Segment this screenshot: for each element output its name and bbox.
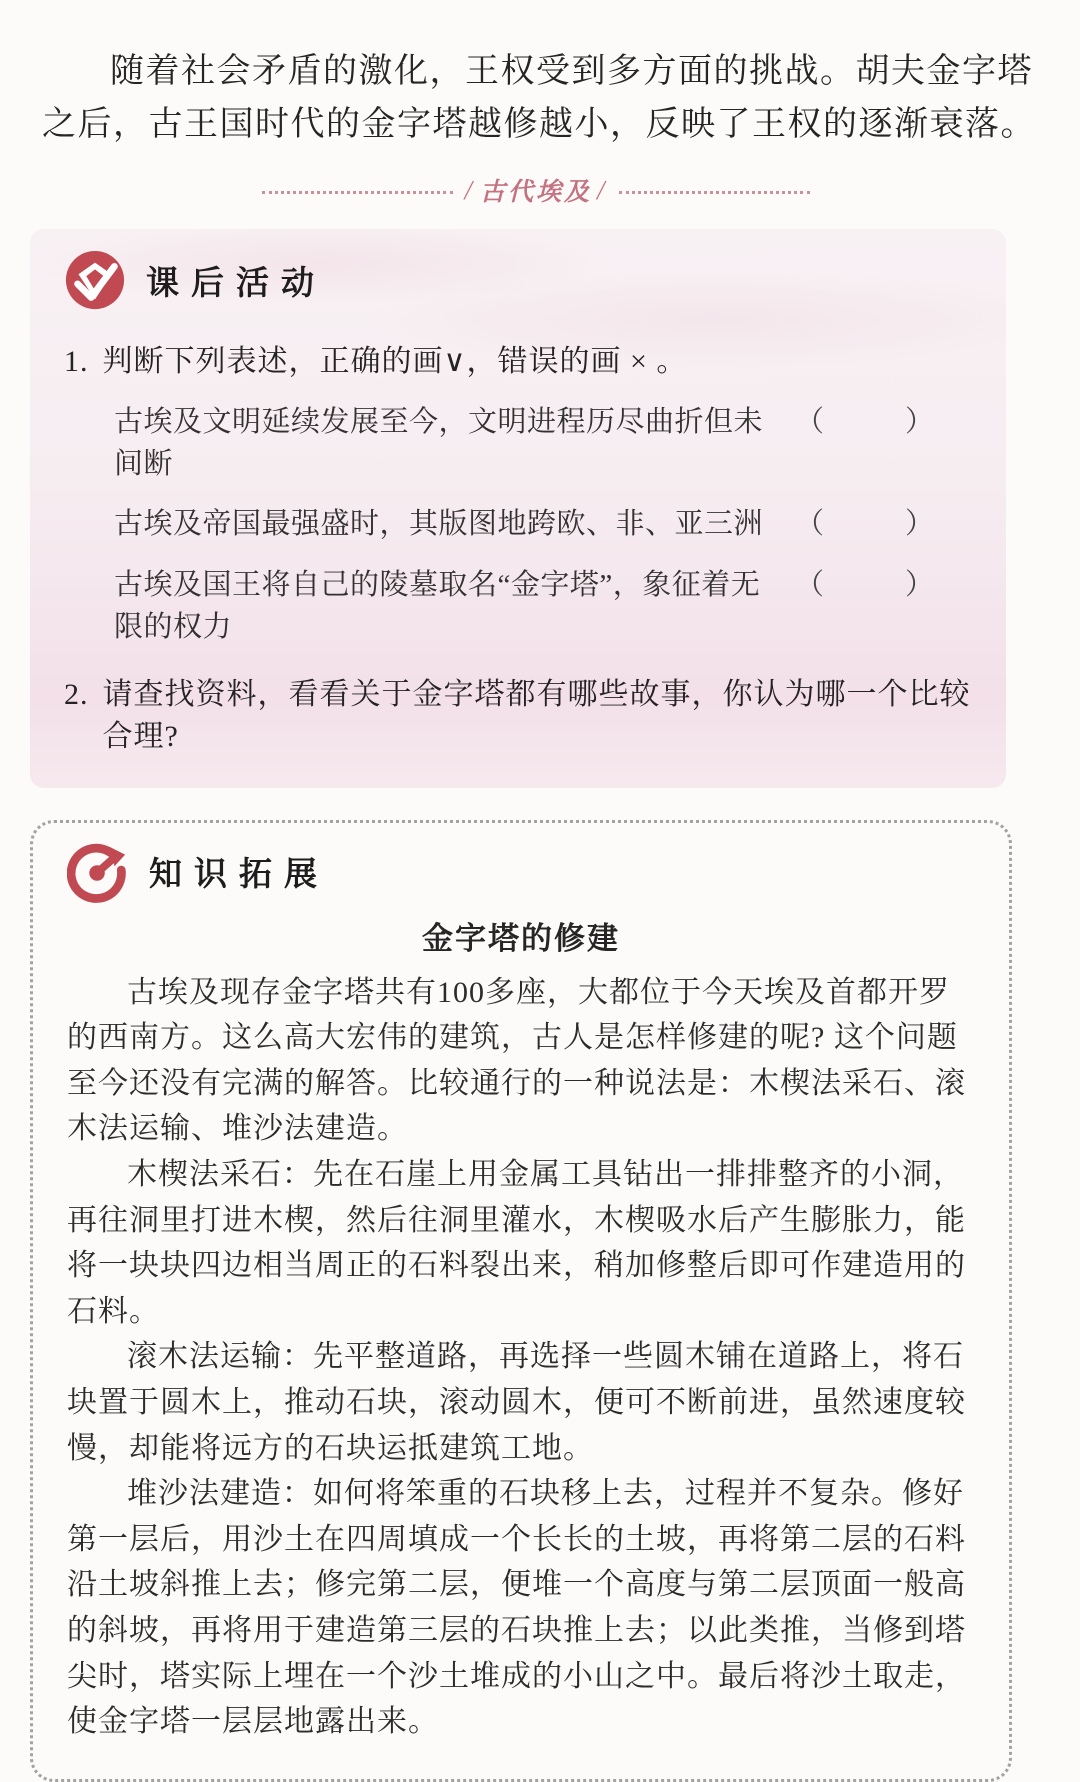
textbook-page xyxy=(0,46,1080,1739)
statement-row xyxy=(114,401,972,485)
answer-bracket[interactable]: （ ） xyxy=(794,508,960,541)
book-check-icon xyxy=(64,249,126,311)
circular-arrow-icon xyxy=(67,841,129,903)
knowledge-paragraph: 古埃及现存金字塔共有100多座，大都位于今天埃及首都开罗的西南方。这么高大宏伟的建筑，古人是怎样修建的呢? 这个问题至今还没有完满的解答。比较通行的一种说法是：木楔法采石、滚木法运输、堆沙法建造。 xyxy=(67,975,966,1146)
divider-dots-right xyxy=(619,191,810,194)
question-number: 2. xyxy=(64,677,89,711)
question-text: 请查找资料，看看关于金字塔都有哪些故事，你认为哪一个比较合理? xyxy=(102,677,971,753)
question-text: 判断下列表述，正确的画∨，错误的画 × 。 xyxy=(102,345,688,379)
knowledge-header xyxy=(67,841,975,903)
knowledge-subtitle: 金字塔的修建 xyxy=(422,920,620,956)
activity-panel xyxy=(30,229,1006,787)
answer-bracket[interactable]: （ ） xyxy=(794,406,960,439)
activity-title: 课后活动 xyxy=(146,263,326,301)
knowledge-paragraph: 堆沙法建造：如何将笨重的石块移上去，过程并不复杂。修好第一层后，用沙土在四周填成一个长长的土坡，再将第二层的石料沿土坡斜推上去；修完第二层，便堆一个高度与第二层顶面一般高的斜坡，再将用于建造第三层的石块推上去；以此类推，当修到塔尖时，塔实际上埋在一个沙土堆成的小山之中。最后将沙土取走，使金字塔一层层地露出来。 xyxy=(67,1477,966,1739)
knowledge-paragraph: 木楔法采石：先在石崖上用金属工具钻出一排排整齐的小洞，再往洞里打进木楔，然后往洞里灌水，木楔吸水后产生膨胀力，能将一块块四边相当周正的石料裂出来，稍加修整后即可作建造用的石料。 xyxy=(67,1157,966,1328)
knowledge-panel xyxy=(30,820,1012,1782)
section-divider xyxy=(262,175,810,205)
intro-paragraph: 随着社会矛盾的激化，王权受到多方面的挑战。胡夫金字塔之后，古王国时代的金字塔越修越小，反映了王权的逐渐衰落。 xyxy=(42,53,1036,143)
activity-header xyxy=(64,249,976,311)
divider-label xyxy=(453,172,618,208)
statement-text: 古埃及国王将自己的陵墓取名“金字塔”，象征着无限的权力 xyxy=(114,568,761,643)
question-number: 1. xyxy=(64,345,89,379)
divider-slash-right: / xyxy=(597,174,608,205)
activity-question-1 xyxy=(64,341,976,383)
knowledge-title: 知识拓展 xyxy=(149,855,329,893)
statement-text: 古埃及文明延续发展至今，文明进程历尽曲折但未间断 xyxy=(114,406,764,481)
statement-text: 古埃及帝国最强盛时，其版图地跨欧、非、亚三洲 xyxy=(114,508,764,541)
knowledge-paragraph: 滚木法运输：先平整道路，再选择一些圆木铺在道路上，将石块置于圆木上，推动石块，滚动圆木，便可不断前进，虽然速度较慢，却能将远方的石块运抵建筑工地。 xyxy=(67,1340,966,1465)
activity-question-2 xyxy=(64,674,976,758)
divider-dots-left xyxy=(262,191,453,194)
running-head-text: 古代埃及 xyxy=(480,179,593,207)
statement-row xyxy=(114,503,972,545)
knowledge-body xyxy=(67,970,975,1745)
answer-bracket[interactable]: （ ） xyxy=(794,568,960,601)
statement-row xyxy=(114,564,972,648)
statement-list xyxy=(114,401,972,647)
divider-slash-left: / xyxy=(464,174,475,205)
